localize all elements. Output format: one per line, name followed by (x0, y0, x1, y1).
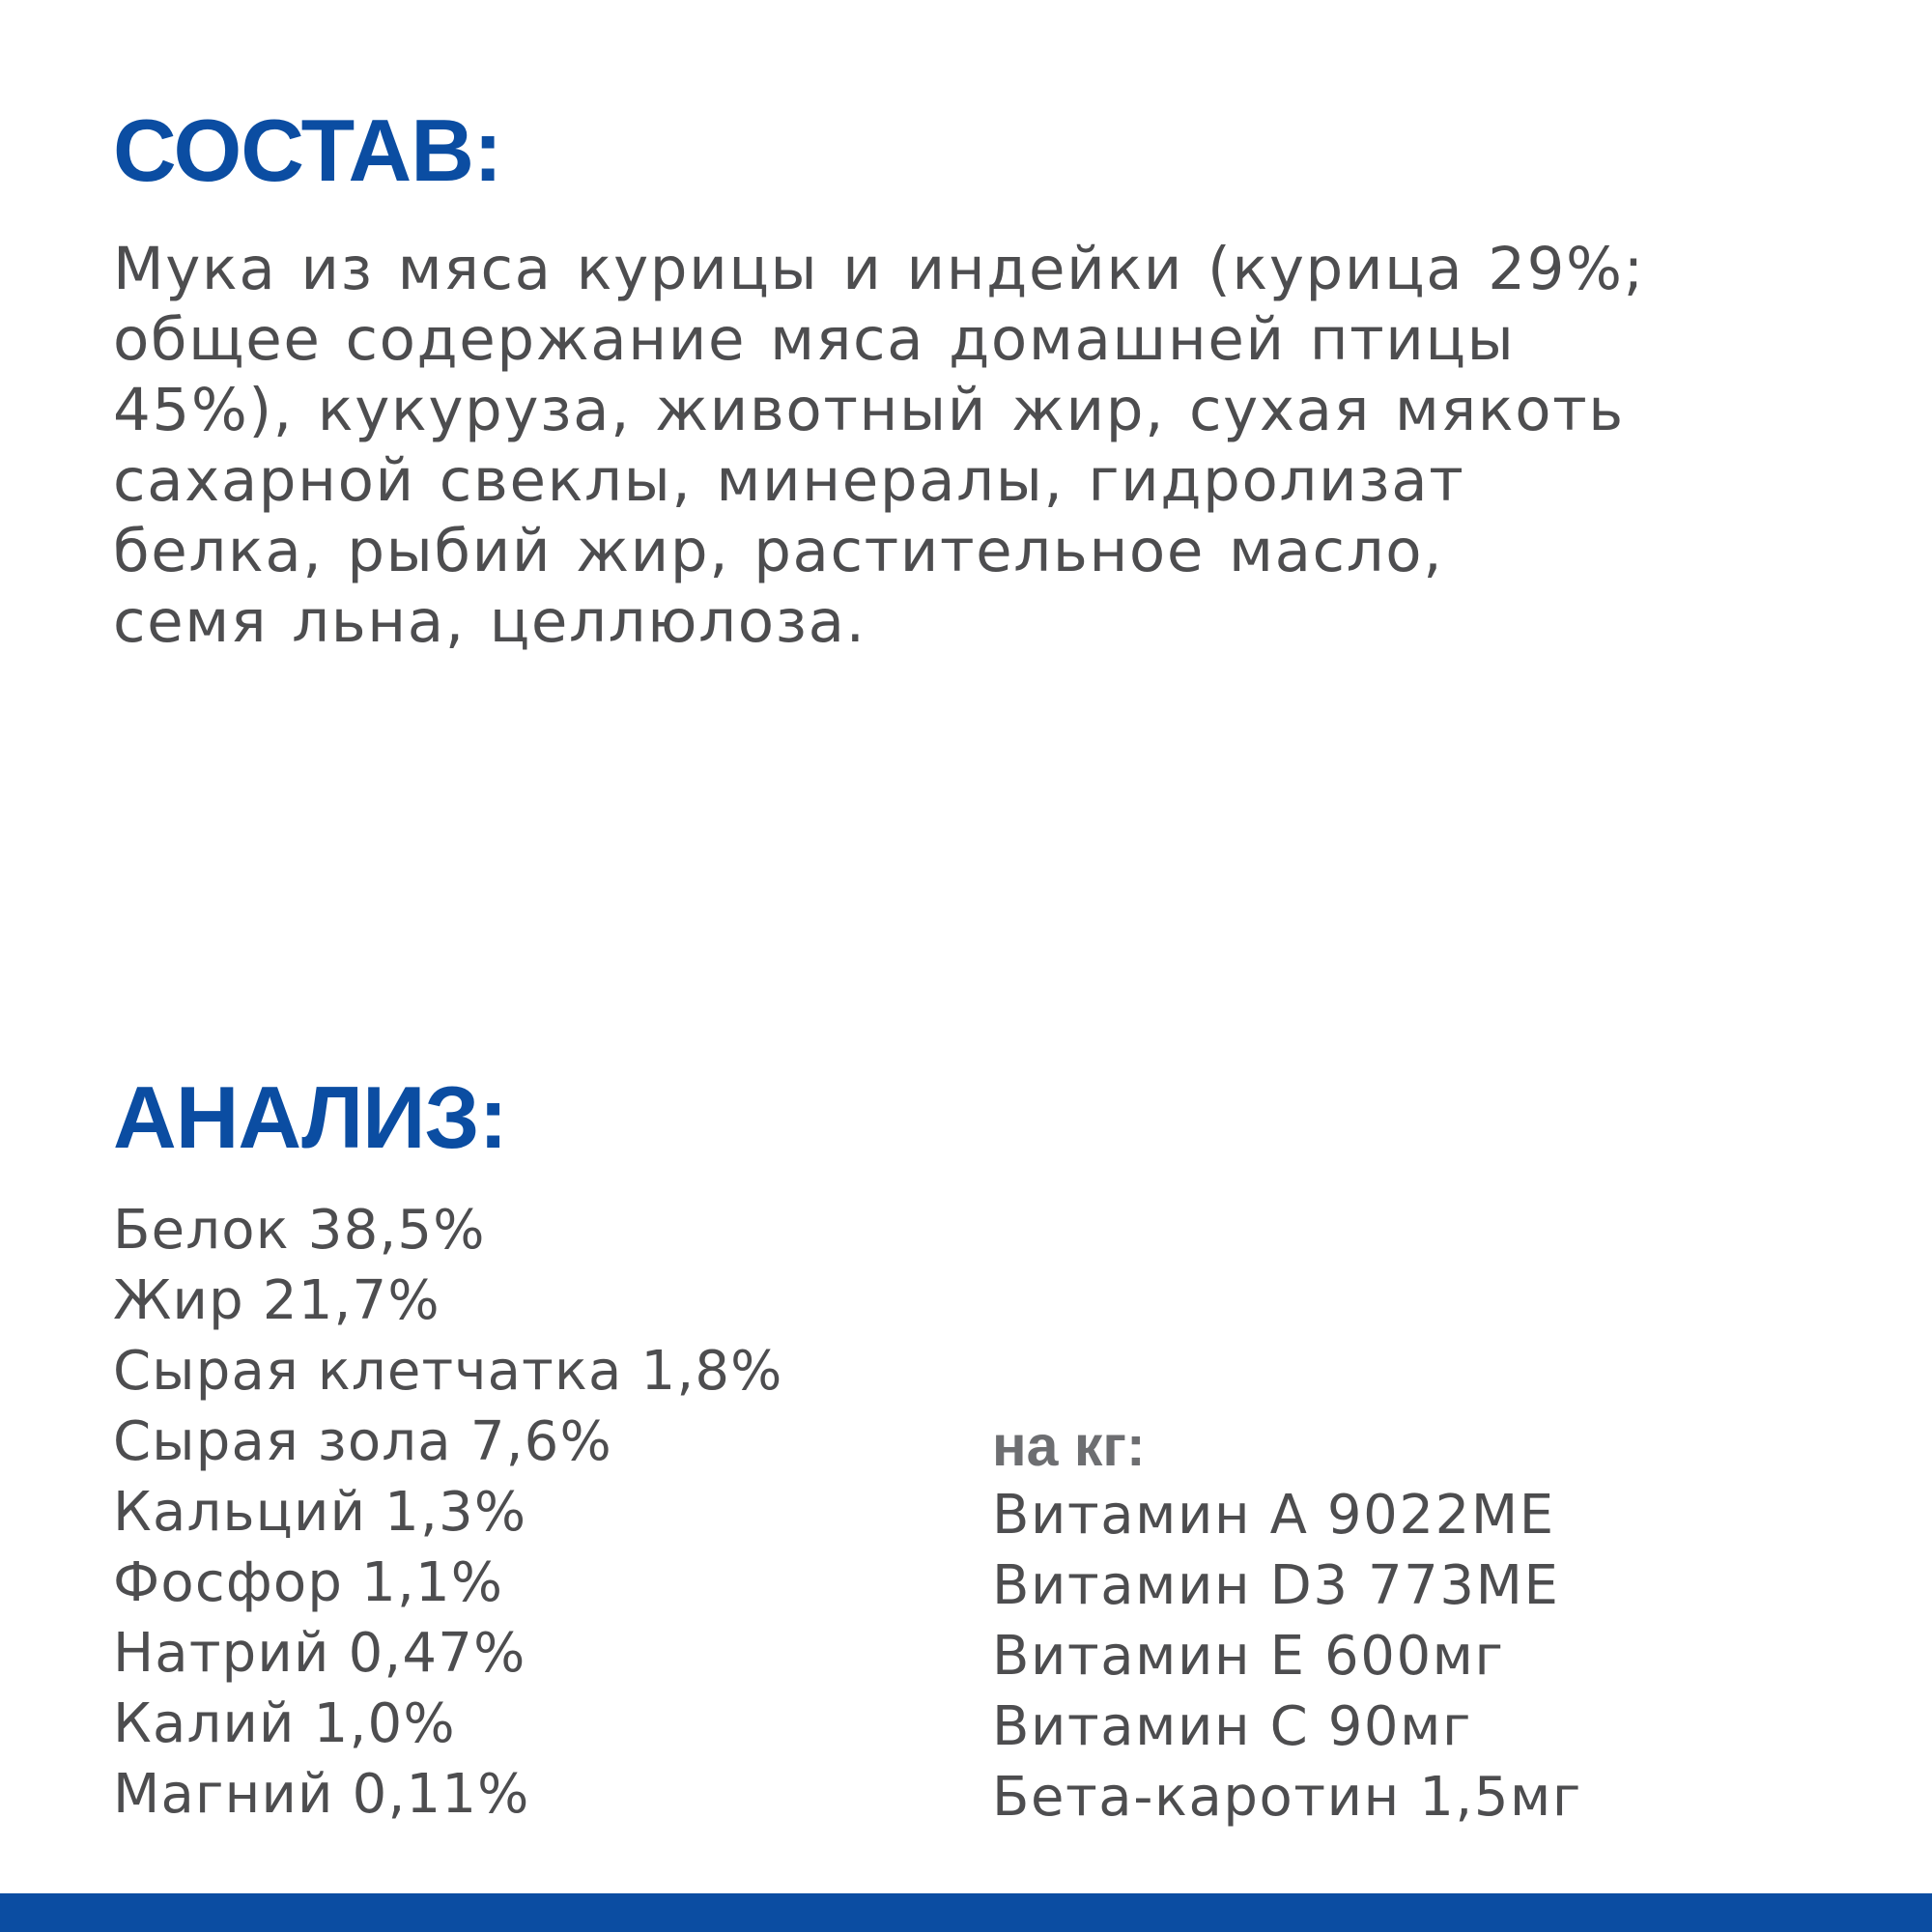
composition-text (113, 234, 1890, 657)
analysis-item-ash: Сырая зола 7,6% (113, 1410, 612, 1473)
analysis-item-calcium: Кальций 1,3% (113, 1481, 527, 1544)
analysis-item-protein: Белок 38,5% (113, 1199, 486, 1262)
composition-line: белка, рыбий жир, растительное масло, (113, 517, 1444, 585)
per-kg-heading: на кг: (992, 1414, 1146, 1478)
vitamin-item-beta-carotene: Бета-каротин 1,5мг (992, 1766, 1582, 1829)
composition-line: 45%), кукуруза, животный жир, сухая мякоть (113, 376, 1625, 444)
bottom-accent-bar (0, 1893, 1932, 1932)
analysis-item-fiber: Сырая клетчатка 1,8% (113, 1340, 783, 1403)
analysis-item-potassium: Калий 1,0% (113, 1692, 456, 1755)
composition-heading: СОСТАВ: (113, 102, 502, 200)
vitamin-item-c: Витамин С 90мг (992, 1695, 1473, 1758)
vitamin-item-a: Витамин А 9022МЕ (992, 1484, 1555, 1547)
composition-line: семя льна, целлюлоза. (113, 587, 867, 656)
analysis-item-sodium: Натрий 0,47% (113, 1622, 526, 1685)
analysis-list (113, 1195, 783, 1830)
vitamin-list (992, 1480, 1582, 1833)
analysis-item-fat: Жир 21,7% (113, 1269, 440, 1332)
analysis-heading: АНАЛИЗ: (113, 1069, 507, 1167)
composition-line: общее содержание мяса домашней птицы (113, 305, 1516, 374)
vitamin-item-e: Витамин Е 600мг (992, 1625, 1505, 1688)
analysis-item-phosphorus: Фосфор 1,1% (113, 1551, 504, 1614)
composition-line: сахарной свеклы, минералы, гидролизат (113, 446, 1465, 515)
vitamin-item-d3: Витамин D3 773МЕ (992, 1554, 1560, 1617)
analysis-item-magnesium: Магний 0,11% (113, 1763, 530, 1826)
composition-line: Мука из мяса курицы и индейки (курица 29%; (113, 235, 1645, 303)
